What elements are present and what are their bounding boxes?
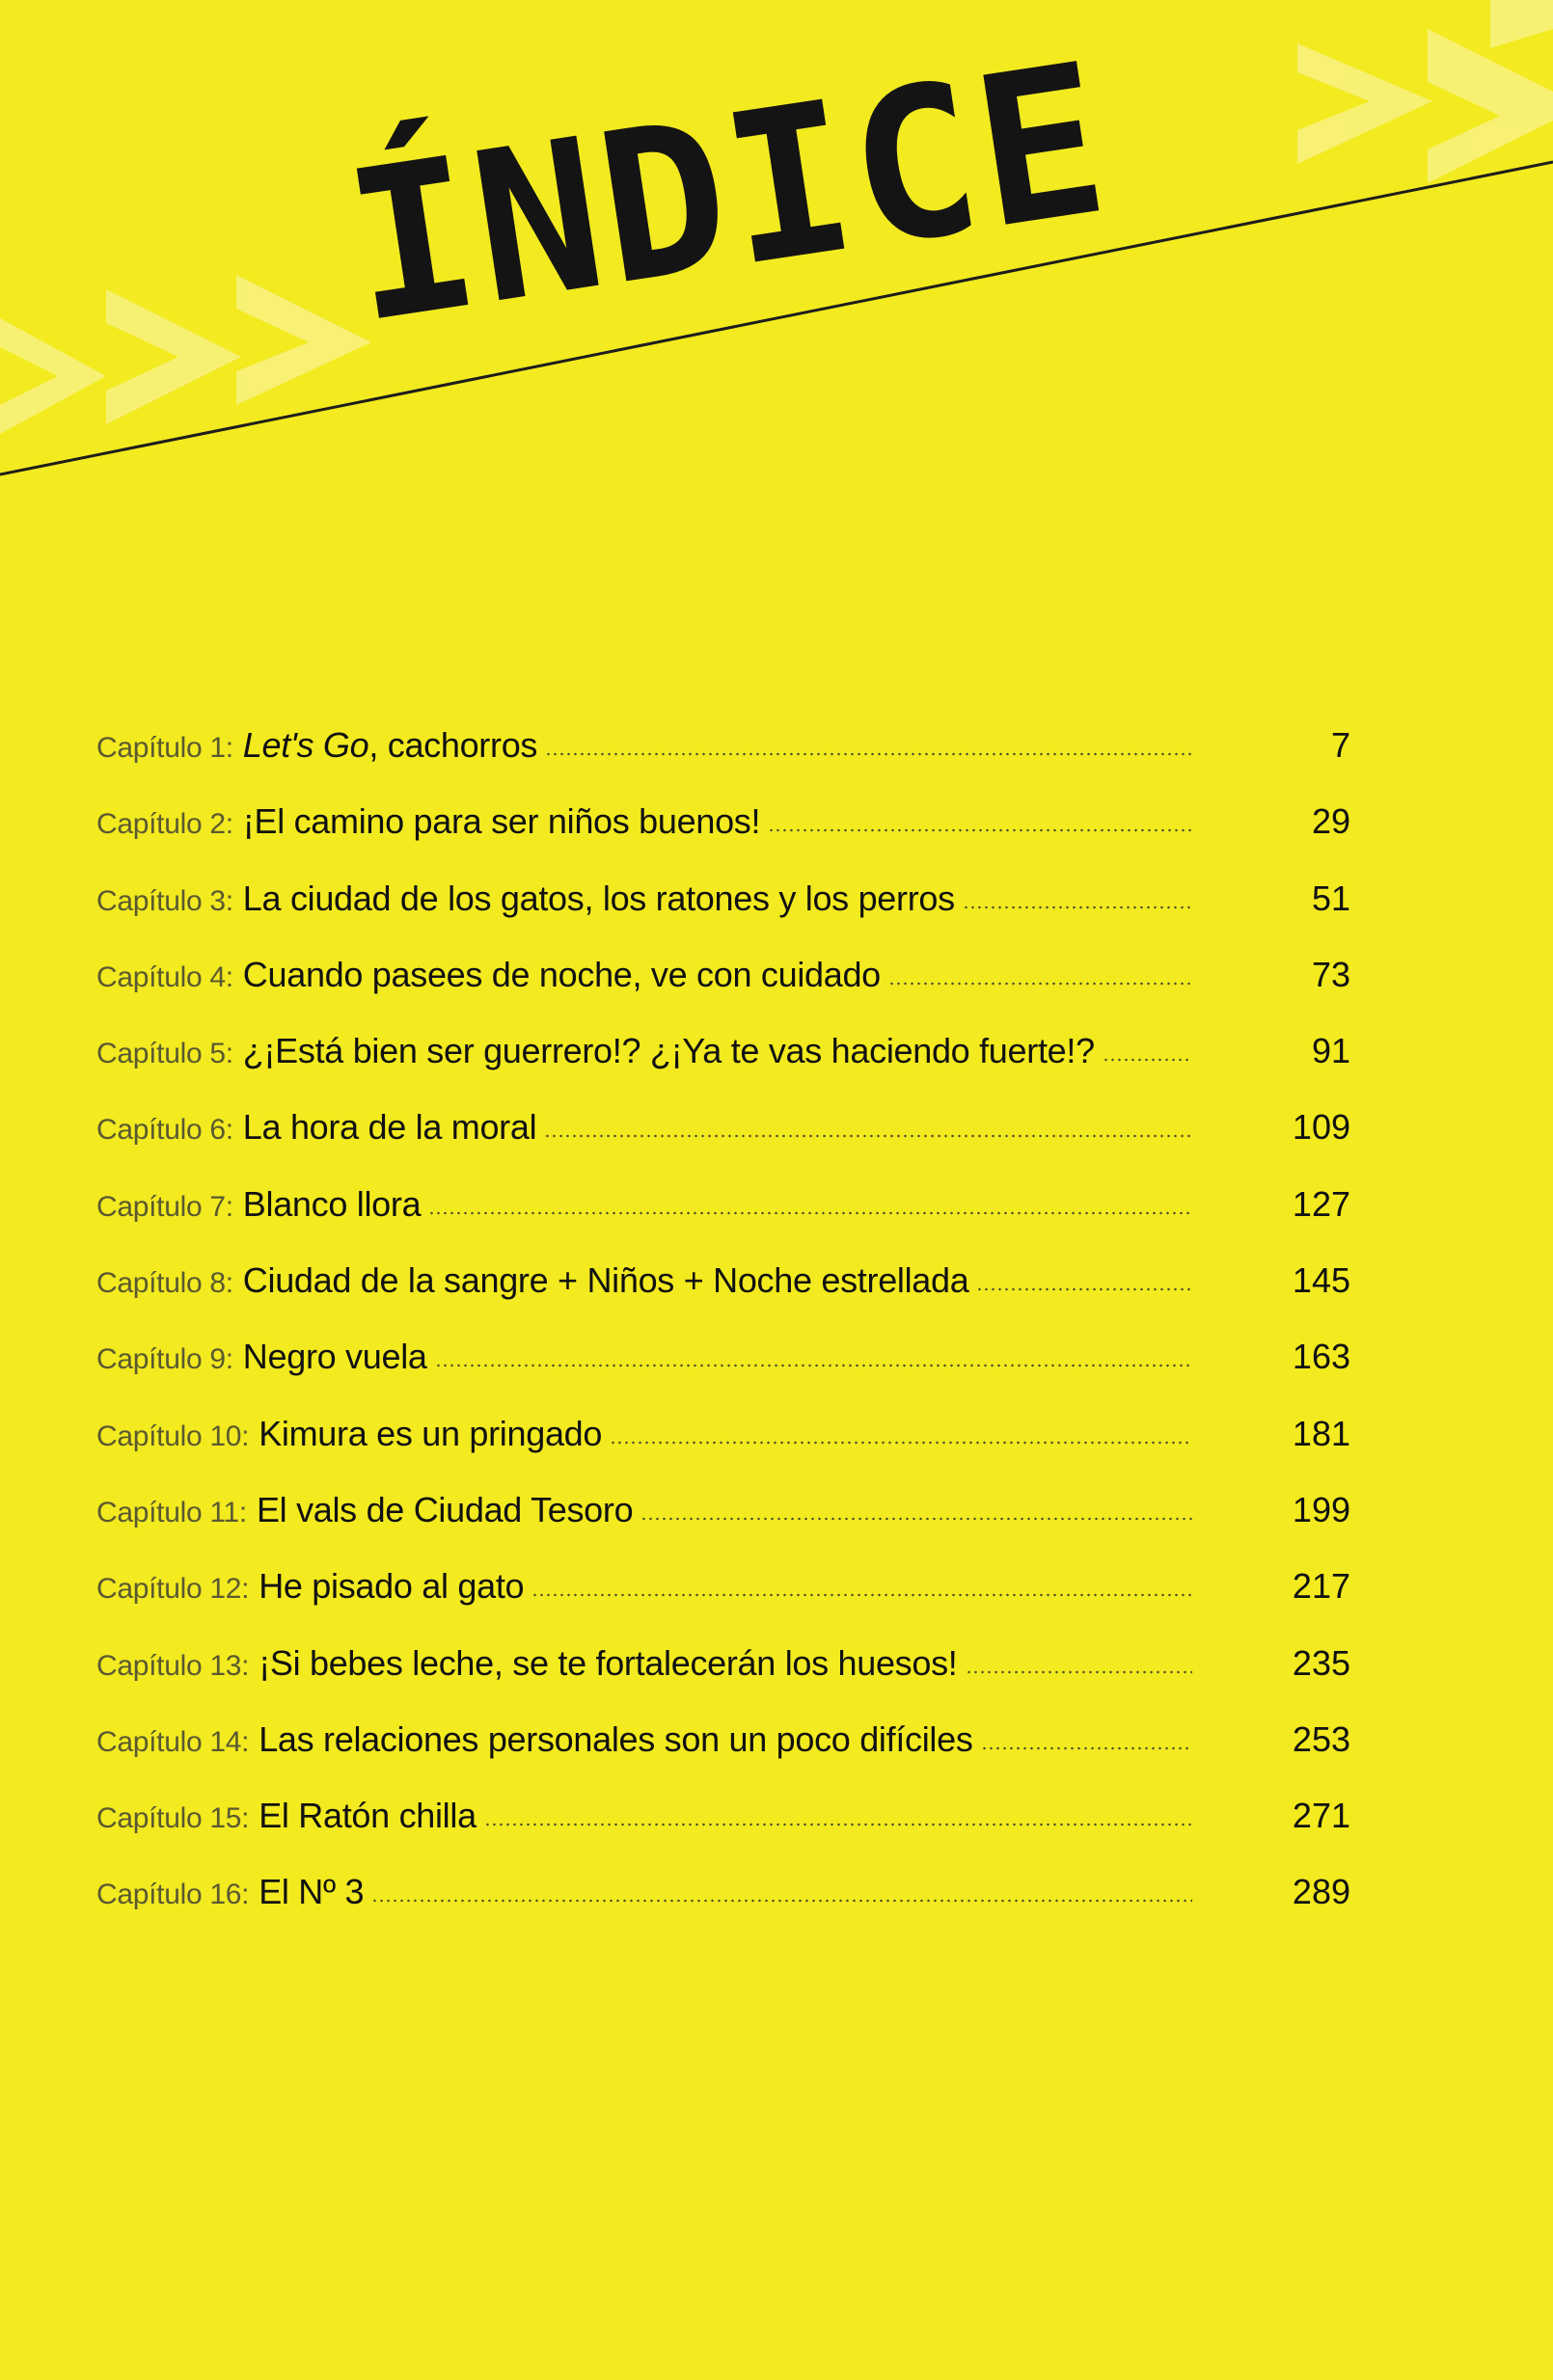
- dot-leader: [531, 1593, 1192, 1597]
- chapter-title-text: El Nº 3: [259, 1872, 365, 1912]
- toc-entry-lead: [96, 1566, 524, 1607]
- toc-entry-lead: [96, 1337, 427, 1377]
- page-number: 271: [1292, 1796, 1350, 1836]
- dot-leader: [976, 1287, 1192, 1291]
- toc-entry: [96, 1019, 1350, 1095]
- chapter-number: Capítulo 15:: [96, 1802, 250, 1835]
- chapter-title: [259, 1872, 364, 1912]
- toc-entry-lead: [96, 1414, 602, 1454]
- chapter-title-text: ¡Si bebes leche, se te fortalecerán los huesos!: [259, 1642, 958, 1683]
- toc-entry-lead: [96, 1031, 1095, 1071]
- dot-leader: [544, 1134, 1192, 1138]
- chapter-number: Capítulo 1:: [96, 732, 233, 764]
- toc-entry-lead: [96, 801, 760, 842]
- toc-entry: [96, 1708, 1350, 1784]
- chapter-number: Capítulo 4:: [96, 960, 233, 993]
- chapter-title-text: ¿¡Está bien ser guerrero!? ¿¡Ya te vas haciendo fuerte!?: [242, 1031, 1095, 1071]
- toc-entry-line: [96, 955, 1198, 995]
- chapter-title: [243, 1031, 1095, 1071]
- chapter-number: Capítulo 5:: [96, 1038, 233, 1070]
- chapter-title-text: Cuando pasees de noche, ve con cuidado: [242, 954, 881, 994]
- chapter-number: Capítulo 13:: [96, 1649, 250, 1682]
- toc-entry-lead: [96, 725, 537, 766]
- chapter-title-text: Blanco llora: [242, 1183, 422, 1224]
- toc-entry-line: [96, 725, 1198, 766]
- chapter-title-text: El Ratón chilla: [259, 1796, 477, 1836]
- toc-entry-line: [96, 879, 1198, 919]
- chapter-title: [243, 725, 537, 766]
- chapter-number: Capítulo 10:: [96, 1420, 250, 1452]
- dot-leader: [640, 1517, 1192, 1521]
- page-number: 199: [1292, 1489, 1350, 1529]
- toc-entry-lead: [96, 1719, 973, 1760]
- chapter-title: [259, 1566, 524, 1607]
- chapter-title: [257, 1490, 633, 1530]
- toc-entry-line: [96, 1796, 1198, 1836]
- dot-leader: [610, 1441, 1192, 1445]
- page-number: 109: [1292, 1107, 1350, 1148]
- toc-entry: [96, 1402, 1350, 1478]
- page-number: 235: [1292, 1642, 1350, 1683]
- toc-entry: [96, 1860, 1350, 1936]
- chapter-title: [243, 955, 881, 995]
- chapter-number: Capítulo 7:: [96, 1190, 233, 1223]
- chapter-title-text: He pisado al gato: [259, 1566, 525, 1607]
- toc-entry-lead: [96, 1184, 421, 1225]
- chapter-title-text: La hora de la moral: [242, 1107, 537, 1148]
- chapter-title-text: Kimura es un pringado: [259, 1413, 603, 1453]
- toc-entry-line: [96, 1337, 1198, 1377]
- toc-entry-lead: [96, 1872, 364, 1912]
- toc-entry: [96, 790, 1350, 866]
- toc-entry-line: [96, 1414, 1198, 1454]
- chapter-number: Capítulo 14:: [96, 1725, 250, 1758]
- chapter-title-text: , cachorros: [368, 725, 538, 765]
- chapter-title: [243, 879, 955, 919]
- chapter-title-text: El vals de Ciudad Tesoro: [256, 1489, 634, 1529]
- chapter-number: Capítulo 3:: [96, 884, 233, 917]
- toc-entry-lead: [96, 1107, 536, 1148]
- dot-leader: [888, 982, 1192, 986]
- toc-entry: [96, 714, 1350, 790]
- chapter-title: [259, 1796, 477, 1836]
- toc-entry-lead: [96, 1490, 633, 1530]
- dot-leader: [981, 1746, 1192, 1750]
- page-number: 127: [1292, 1183, 1350, 1224]
- page-number: 289: [1292, 1872, 1350, 1912]
- toc-entry-lead: [96, 879, 955, 919]
- toc-entry-line: [96, 801, 1198, 842]
- toc-entry: [96, 1095, 1350, 1172]
- chapter-number: Capítulo 9:: [96, 1343, 233, 1376]
- page-number: 163: [1292, 1337, 1350, 1377]
- dot-leader: [768, 828, 1192, 832]
- dot-leader: [435, 1364, 1192, 1367]
- page-title: ÍNDICE: [333, 16, 1122, 369]
- page-number: 253: [1292, 1718, 1350, 1759]
- toc-entry: [96, 1632, 1350, 1708]
- chapter-title: [243, 1260, 969, 1301]
- toc-entry-line: [96, 1260, 1198, 1301]
- chapter-title-text: ¡El camino para ser niños buenos!: [242, 801, 761, 842]
- page-number: 29: [1311, 801, 1350, 842]
- toc-entry: [96, 1249, 1350, 1325]
- toc-entry-lead: [96, 1260, 968, 1301]
- chapter-number: Capítulo 16:: [96, 1879, 250, 1911]
- page-number: 217: [1292, 1566, 1350, 1607]
- chapter-number: Capítulo 2:: [96, 808, 233, 841]
- toc-entry-line: [96, 1107, 1198, 1148]
- toc-entry-line: [96, 1490, 1198, 1530]
- page-number: 181: [1292, 1413, 1350, 1453]
- chapter-title-text: Negro vuela: [242, 1337, 427, 1377]
- dot-leader: [484, 1823, 1192, 1826]
- toc-entry-line: [96, 1031, 1198, 1071]
- table-of-contents: [96, 714, 1350, 1937]
- toc-entry-line: [96, 1184, 1198, 1225]
- chapter-title-text: Ciudad de la sangre + Niños + Noche estrellada: [242, 1260, 969, 1301]
- toc-entry-line: [96, 1872, 1198, 1912]
- chapter-number: Capítulo 8:: [96, 1267, 233, 1300]
- dot-leader: [966, 1670, 1192, 1674]
- toc-entry-lead: [96, 1643, 958, 1684]
- chapter-number: Capítulo 6:: [96, 1114, 233, 1147]
- chapter-title: [243, 1107, 536, 1148]
- chapter-title: [259, 1719, 972, 1760]
- toc-entry: [96, 1173, 1350, 1249]
- page-number: 91: [1311, 1031, 1350, 1071]
- chapter-title: [259, 1643, 957, 1684]
- page-number: 145: [1292, 1260, 1350, 1301]
- dot-leader: [428, 1211, 1192, 1215]
- toc-entry-line: [96, 1566, 1198, 1607]
- dot-leader: [1103, 1058, 1192, 1062]
- page-number: 7: [1330, 725, 1350, 765]
- dot-leader: [963, 906, 1192, 909]
- toc-entry-line: [96, 1719, 1198, 1760]
- toc-entry: [96, 943, 1350, 1019]
- dot-leader: [371, 1899, 1192, 1903]
- toc-entry: [96, 1784, 1350, 1860]
- toc-entry: [96, 1325, 1350, 1401]
- chapter-title: [243, 1184, 422, 1225]
- chapter-title: [243, 1337, 427, 1377]
- page-number: 73: [1311, 954, 1350, 994]
- chapter-title-text: Las relaciones personales son un poco difíciles: [259, 1718, 973, 1759]
- page-number: 51: [1311, 878, 1350, 918]
- toc-entry-lead: [96, 1796, 477, 1836]
- chapter-number: Capítulo 11:: [96, 1496, 247, 1528]
- chapter-title: [243, 801, 760, 842]
- chevron-arrows-right-icon: [1297, 0, 1553, 183]
- toc-entry: [96, 867, 1350, 943]
- chapter-title-text: La ciudad de los gatos, los ratones y los perros: [242, 878, 955, 918]
- dot-leader: [545, 752, 1192, 756]
- toc-entry: [96, 1555, 1350, 1631]
- toc-entry-line: [96, 1643, 1198, 1684]
- chapter-number: Capítulo 12:: [96, 1573, 250, 1606]
- toc-entry: [96, 1478, 1350, 1555]
- chapter-title: [259, 1414, 602, 1454]
- toc-entry-lead: [96, 955, 881, 995]
- chapter-title-italic: Let's Go: [242, 725, 369, 765]
